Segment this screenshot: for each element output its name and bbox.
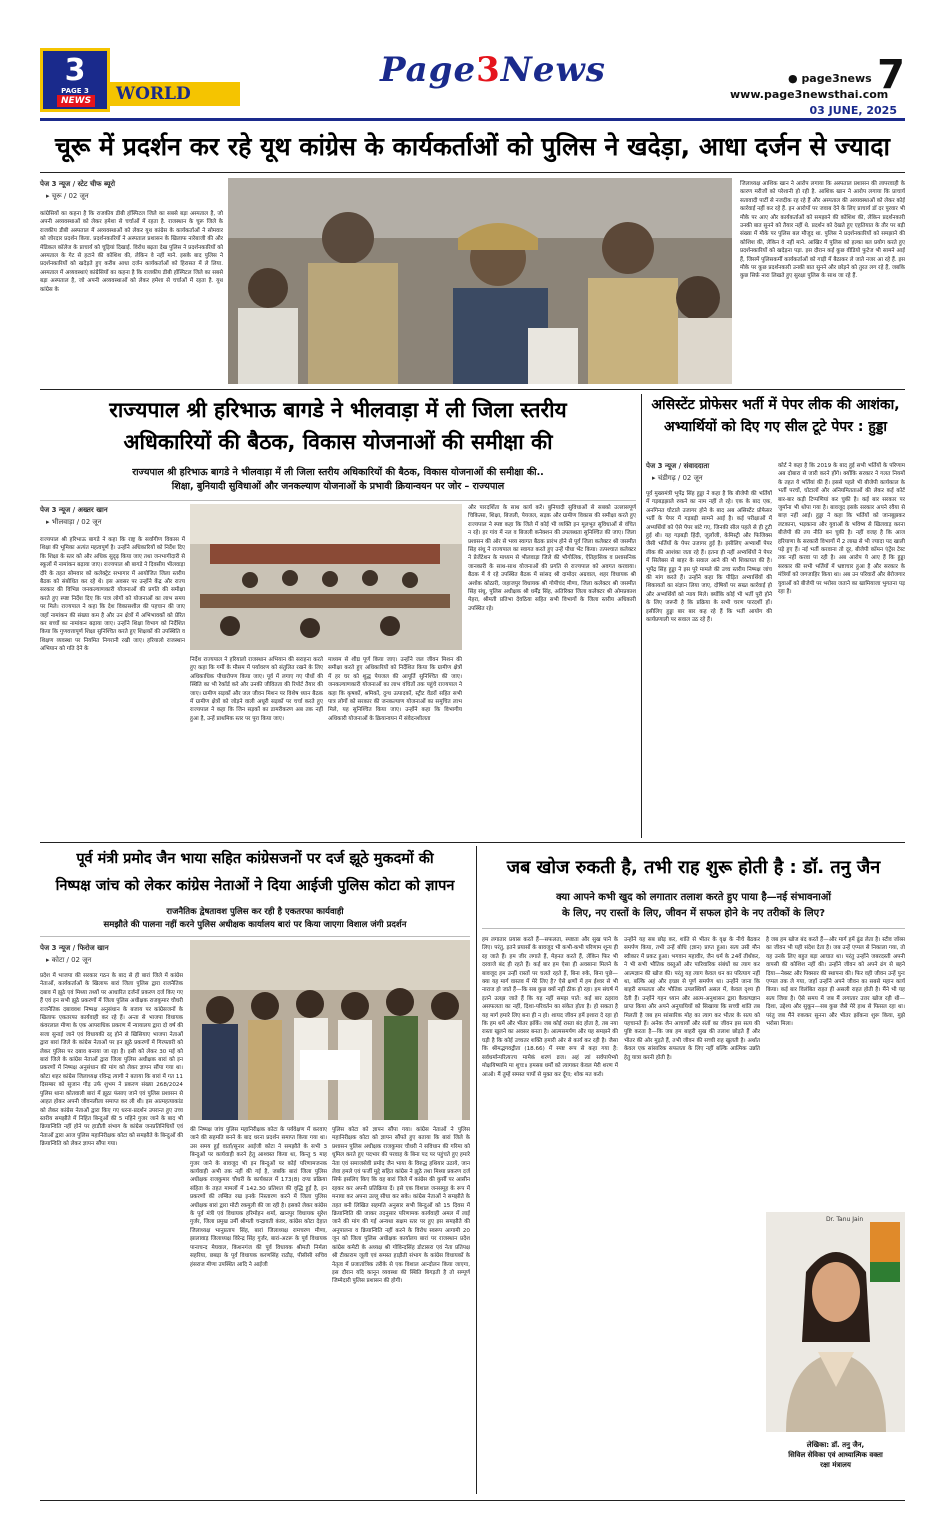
story2-deck: [40, 466, 636, 494]
story5-headline[interactable]: जब खोज रुकती है, तभी राह शुरू होती है : डॉ. तनु जैन: [506, 857, 881, 878]
story4-memorandum-photo[interactable]: [190, 940, 470, 1120]
masthead-divider: [40, 118, 905, 121]
section-label: [110, 82, 240, 106]
story4-byline-place: ▸ कोटा / 02 जून: [46, 956, 92, 964]
issue-date: 03 JUNE, 2025: [809, 104, 897, 117]
story2-deck-line2: शिक्षा, बुनियादी सुविधाओं और जनकल्याण योजनाओं के प्रभावी क्रियान्वयन पर जोर – राज्यपाल: [171, 481, 505, 492]
memorandum-photo-illustration: [190, 940, 470, 1120]
story2-headline[interactable]: [40, 394, 636, 458]
story5-body-col2: उन्होंने यह सब छोड़ कर, शांति से भीतर के वृक्ष के नीचे बैठकर समर्पण किया, तभी उन्हें बोधि (ज्ञान) प्राप्त हुआ। सत्य उसी मौन स्वीकार में प्रकट हुआ। भगवान महावीर, जैन धर्म के 24वें तीर्थंकर, ने भी सभी भौतिक वस्तुओं और पारिवारिक संबंधों का त्याग कर आत्मज्ञान की खोज की। परंतु यह त्याग केवल धन का परित्याग नहीं था, बल्कि अहं और इच्छा से पूर्ण समर्पण था। उन्होंने जाना कि बाहरी सफलता और भौतिक उपलब्धियाँ असल में, केवल दृश्य ही देती हैं। उन्होंने गहन ध्यान और आत्म-अनुशासन द्वारा कैवल्यज्ञान प्राप्त किया और अपने अनुयायियों को सिखाया कि सच्ची शांति तब मिलती है जब हम सांसारिक मोह का त्याग कर भीतर के सत्य को पहचानते हैं। अनेक जैन आचार्यों और संतों का जीवन इस सत्य की पुष्टि करता है—कि जब हम बाहरी सुख की तलाश छोड़ते हैं और भीतर की ओर मुड़ते हैं, तभी जीवन की सच्ची राह खुलती है। अर्थात केवल एक सांसारिक सफलता के लिए नहीं बल्कि आत्मिक उन्नति हेतु यात्रा करनी होती है।: [624, 937, 760, 1061]
story4-deck-rule: [40, 936, 470, 937]
story2-body-col4: और पारदर्शिता के साथ कार्य करें। बुनियादी सुविधाओं से सबको उल्लासपूर्ण चिकित्सा, शिक्षा, बिजली, पेयजल, सड़क और ग्रामीण विकास की समीक्षा करते हुए राज्यपाल ने स्पष्ट कहा कि जिले में कोई भी व्यक्ति इन मूलभूत सुविधाओं से वंचित न रहे। हर गांव में नल व बिजली कनेक्शन की उपलब्धता सुनिश्चित की जाए। जिला प्रशासन की ओर से भव्य स्वागत बैठक प्रारंभ होने से पूर्व जिला कलेक्टर श्री जसमीत सिंह संधू ने राज्यपाल का स्वागत करते हुए उन्हें पौधा भेंट किया। तत्पश्चात कलेक्टर ने प्रेजेंटेशन के माध्यम से भीलवाड़ा जिले की भौगोलिक, ऐतिहासिक व प्रशासनिक जानकारी के साथ-साथ योजनाओं की प्रगति से राज्यपाल को अवगत करवाया। बैठक में ये रहे उपस्थित बैठक में सांसद श्री दामोदर अग्रवाल, शहर विधायक श्री अशोक कोठारी, जहाजपुर विधायक श्री गोपीचंद मीणा, जिला कलेक्टर श्री जसमीत सिंह संधू, पुलिस अधीक्षक श्री धर्मेंद्र सिंह, अतिरिक्त जिला कलेक्टर श्री ओमप्रकाश मेहरा, श्रीमती प्रतिभा देवठिया सहित सभी विभागों के जिला स्तरीय अधिकारी उपस्थित रहे।: [468, 505, 636, 612]
story1-bottom-rule: [40, 389, 905, 390]
page-number: 7: [877, 52, 905, 98]
story4-deck: [40, 906, 470, 932]
story4-body-col2: की निष्पक्ष जांच पुलिस महानिरीक्षक कोटा के पर्यवेक्षण में करवाए जाने की सहमति बनने के बाद धरना प्रदर्शन समाप्त किया गया था। उस समय हुई वार्ता/सुनार आईजी कोटा ने समझौते के सभी 3 बिन्दुओं पर कार्यवाही करने हेतु आश्वस्त किया था, किन्तु 5 माह गुजर जाने के बावजूद भी इन बिन्दुओं पर कोई परिणामजनक कार्यवाही अभी तक नहीं की गई है, जबकि बारां जिला पुलिस अधीक्षक राजकुमार चौधरी के कार्यकाल में 173(8) दण्ड प्रक्रिया संहिता के तहत मामलों में 142.30 प्रतिशत की वृद्धि हुई है, इन प्रकरणों की लम्बित रख इनके निस्तारण करने में जिला पुलिस अधीक्षक बारां द्वारा मोटी रकमुली की जा रही है। इसको लेकर कांग्रेस के पूर्व मंत्री एवं विधायक हरिमोहन शर्मा, खानपुर विधायक सुरेश गुर्जर, जिला प्रमुख उर्मी श्रीमती चन्द्रावती कंवर, कांग्रेस कोटा देहात जिलाध्यक्ष भानुप्रताप सिंह, बारां जिलाध्यक्ष रामचरण मीणा, झालावाड़ जिलाध्यक्ष विरेन्द्र सिंह गुर्जर, बारां-अटरू के पूर्व विधायक पानाचन्द मेघवाल, किशनगंज की पूर्व विधायक श्रीमती निर्मला सहरिया, छबड़ा के पूर्व विधायक करणसिंह राठौड़, पीसीसी सचिव हंसराज मीणा उपस्थित आदि ने आईजी: [190, 1127, 327, 1268]
story4-deck-line2: समझौते की पालना नहीं करने पुलिस अधीक्षक कार्यालय बारां पर किया जाएगा विशाल जंगी प्रदर्शन: [103, 920, 407, 930]
story1-body-right: जिलाध्यक्ष आशिक खान ने आरोप लगाया कि अस्पताल प्रशासन की लापरवाही के कारण मरीजों को परेशानी हो रही है. आशिक खान ने आरोप लगाया कि प्राचार्य सतावादी पार्टी से नजदीक रह रहे हैं और अस्पताल की अव्यवस्थाओं को लेकर कोई कार्रवाई नहीं कर रहे हैं. इन आरोपों पर जवाब देने के लिए प्राचार्य डॉ दर पुरवार भी मौके पर आए और कार्यकर्ताओं को समझाने की कोशिश की, लेकिन प्रदर्शनकारी उनकी बात सुनने को तैयार नहीं थे. प्रदर्शन को देखते हुए एहतियात के तौर पर बड़ी संख्या में मौके पर पुलिस बल मौजूद था. पुलिस ने प्रदर्शनकारियों को समझाने की कोशिश की, लेकिन वे नहीं माने. आखिर में पुलिस को हल्का बल प्रयोग करते हुए प्रदर्शनकारियों को खदेड़ना पड़ा. इस दौरान कई कुछ वीडियो फुटेज भी सामने आई हैं, जिसमें पुलिसकर्मी कार्यकर्ताओं को गाड़ी में बैठाकर ले जाते नजर आ रहे हैं. इस मौके पर कुछ प्रदर्शनकारी उनकी बात सुनने और छोड़ने को तुरत लग रहे हैं, जबकि कुछ सिर्फ़ नारा लिखते हुए सुरक्षा पुलिस के साथ जा रहे हैं.: [740, 181, 905, 280]
story1-headline[interactable]: चूरू में प्रदर्शन कर रहे यूथ कांग्रेस के कार्यकर्ताओं को पुलिस ने खदेड़ा, आधा दर्जन से ज्यादा: [55, 132, 890, 161]
story2-deck-line1: राज्यपाल श्री हरिभाऊ बागडे ने भीलवाड़ा में ली जिला स्तरीय अधिकारियों की बैठक, विकास योजनाओं की समीक्षा की..: [132, 467, 544, 478]
newspaper-logo[interactable]: [40, 48, 110, 112]
story2-headline-line2: अधिकारियों की बैठक, विकास योजनाओं की समीक्षा की: [123, 430, 553, 454]
masthead: [40, 48, 905, 118]
story2-body-col2: निर्देश राज्यपाल ने हरियालो राजस्थान अभियान की सराहना करते हुए कहा कि गर्मी के मौसम में पर्यावरण को संतुलित रखने के लिए अधिकाधिक पौधारोपण किया जाए। पूर्व में लगाए गए पौधों की स्थिति का भी रेकॉर्ड करे और उनकी जीवितता की रिपोर्ट तैयार की जाए। ग्रामीण सड़कों और जल जीवन मिशन पर विशेष ध्यान बैठक में ग्रामीण क्षेत्रों को जोड़ने वाली अधूरी सड़कों पर चर्चा करते हुए राज्यपाल ने कहा कि जिन सड़कों का डामरीकरण अब तक नहीं हुआ है, उन्हें प्राथमिक स्तर पर पूरा किया जाए।: [190, 657, 323, 722]
page-bottom-rule: [40, 1500, 905, 1501]
story3-headline-line1: असिस्टेंट प्रोफेसर भर्ती में पेपर लीक की आशंका,: [651, 397, 900, 413]
story4-headline[interactable]: [40, 846, 470, 900]
story2-byline-agency: पेज 3 न्यूज / अख्तर खान: [40, 506, 108, 514]
story5-deck: [482, 890, 905, 922]
logo-number: 3: [64, 53, 86, 88]
section-name: WORLD: [116, 84, 191, 104]
story1-byline-agency: पेज 3 न्यूज / स्टेट चीफ ब्यूरो: [40, 180, 116, 188]
social-handle-text: page3news: [801, 72, 872, 85]
social-handle: ● page3news: [788, 72, 872, 85]
story3-byline-agency: पेज 3 न्यूज / संवाददाता: [646, 462, 710, 470]
story4-headline-line1: पूर्व मंत्री प्रमोद जैन भाया सहित कांग्रेसजनों पर दर्ज झूठे मुकदमों की: [76, 851, 434, 867]
story4-body-col3: पुलिस कोटा को ज्ञापन सौंपा गया। कांग्रेस नेताओं ने पुलिस महानिरीक्षक कोटा को ज्ञापन सौंपते हुए बताया कि बारां जिले के प्रशासन पुलिस अधीक्षक राजकुमार चौधरी ने सविधान की गरिमा को धूमिल करते हुए पदभार की परवाह के बिना पद पर पहुंचते हुए हमारे नेता एवं समाजसेवी प्रमोद जैन भाया के विरुद्ध हथियार उठाये, जान लेवा हमले एवं फर्जी मुद्दे सहित कांग्रेस ने झूठे तथा मिथ्या प्रकरण दर्ज सिर्फ इसलिए किए कि वह बारां जिले में कांग्रेस की कुर्सी पर आसीन रहकर कर अपनी प्रतिक्रिया दें। इसे एक विशाल जनसमूह के रूप में मनाया कर अपना उल्लू सीधा कर सके। कांग्रेस नेताओं ने समझौते के तहत बनी लिखित सहमति अनुसार सभी बिन्दुओं को 15 दिवस में क्रियान्विति की जाकर तदनुसार परिणामक कार्यवाही अमल में लाई जाने की मांग की गई अन्यथा सक्षम स्तर पर हुए इस समझौते की अनुपालना व क्रियान्विति नहीं करने के विरोध स्वरूप आगामी 20 जून को जिला पुलिस अधीक्षक कार्यालय बारां पर राजस्थान प्रदेश कांग्रेस कमेटी के अध्यक्ष श्री गोविन्दसिंह डोटासरा एवं नेता प्रतिपक्ष श्री टीकाराम जूली एवं समस्त हाड़ौती संभाग के कांग्रेस विधायकों के नेतृत्व में प्रजातांत्रिक तरीके से एक विशाल आन्दोलन किया जाएगा, इस दौरान यदि कानून व्यवस्था की स्थिति बिगड़ती है तो सम्पूर्ण जिम्मेदारी पुलिस प्रशासन की होगी।: [332, 1127, 470, 1285]
story3-body-col2: कोर्ट ने कहा है कि 2019 के बाद हुई सभी भर्तियों के परिणाम अब दोबारा से जारी करने होंगे। क्योंकि सरकार ने गलत नियमों के तहत ये भर्तियां की हैं। इससे पहले भी बीजेपी कार्यकाल के भर्ती परचों, घोटालों और अनियमितताओं की लेकर कई कोर्ट बार-बार कड़ी टिप्पणियां कर चुकी है। कई बार सरकार पर जुर्माना भी थोपा गया है। बावजूद इसके सरकार अपने रवैया से बाज़ नहीं आई। हुड्डा ने कहा कि भर्तियों को जानबूझकर लटकाना, भड़काना और युवाओं के भविष्य से खिलवाड़ करना बीजेपी की तय नीति बन चुकी है। नहीं वजह है कि आज हरियाणा के सरकारी विभागों में 2 लाख से भी ज्यादा पद खाली पड़े हुए हैं। नई भर्ती करवाना तो दूर, बीजेपी कॉमन एंट्रेंस टेस्ट तक नहीं करवा पा रही है। अब आरोप ये आए हैं कि हुड्डा सरकार की सभी भर्तियों में भ्रष्टाचार हुआ है और सरकार के मंत्रियों को जगजाहिर किया था। अब उन परिवारों और बेरोजगार युवाओं को बीजेपी पर भरोसा जताने का खामियाजा भुगतना पड़ रहा है।: [778, 463, 905, 596]
meeting-photo-illustration: [190, 504, 462, 650]
story1-photo[interactable]: [228, 178, 732, 384]
story5-author-photo[interactable]: [766, 1212, 905, 1432]
story3-headline-line2: अभ्यार्थियों को दिए गए सील टूटे पेपर : हुड्डा: [664, 419, 887, 435]
logo-news-tag: NEWS: [57, 95, 95, 107]
brand-left: Page: [380, 50, 477, 90]
story5-body-col1: हम लगातार प्रयास करते हैं—सफलता, स्पष्टता और सुख पाने के लिए। परंतु, इतने प्रयासों के बावजूद भी कभी-कभी परिणाम शून्य ही रह जाते हैं। हम जीर लगाते हैं, मेहनत करते हैं, लेकिन फिर भी दरवाजे बंद ही रहते हैं। कई बार हम ऐसा ही अवसाना मिलने के बावजूद हम उन्हीं रास्तों पर चलते रहते हैं, बिना रुके, बिना पूछे—क्या यह मार्ग वास्तव में मेरे लिए है? ऐसे क्षणों में हम ईश्वर से भी नाराज हो जाते हैं—कि सब कुछ क्यों नहीं ठीक हो रहा। हम संघर्ष में इतने उलझ जाते हैं कि यह नहीं समझ पाते: कई बार ठहराव असफलता का नहीं, दिशा-परिवर्तन का संकेत होता है। हो सकता है यह मार्ग हमारे लिए बना ही न हो। शायद जीवन हमें इशारा दे रहा हो कि हम थमें और भीतर झाँकें। जब कोई रास्ता बंद होता है, तब नया रास्ता खुलने का अवसर बनता है। आत्मसमर्पण और यह समझने की घड़ी है कि कोई उच्चतर शक्ति हमारी ओर से कार्य कर रही है। जैसा कि श्रीमद्भगवद्गीता (18.66) में स्पष्ट रूप से कहा गया है: सर्वधर्मान्परित्यज्य मामेकं शरणं व्रज। अहं त्वां सर्वपापेभ्यो मोक्षयिष्यामि मा शुचः॥ हमसब धर्मों को त्यागकर केवल मेरी शरण में आओ। मैं तुम्हें समस्त पापों से मुक्त कर दूँगा; शोक मत करो।: [482, 937, 618, 1078]
story2-meeting-photo[interactable]: [190, 504, 462, 650]
story5-deck-line2: के लिए, नए रास्तों के लिए, जीवन में सफल होने के नए तरीकों के लिए?: [561, 908, 826, 919]
story3-body-col1: पूर्व मुख्यमंत्री भूपेंद्र सिंह हुड्डा ने कहा है कि बीजेपी की भर्तियों में गड़बड़झाले रुकने का नाम नहीं ले रहे। एक के बाद एक, अनगिनत घोटाले उजागर होने के बाद अब असिस्टेंट प्रोफेसर भर्ती के पेपर में गड़बड़ी सामने आई है। कई परीक्षाओं में अभ्यर्थियों को ऐसे पेपर बांटे गए, जिनकी सील पहले से ही टूटी हुई थी। यह गड़बड़ी हिंदी, जूलॉजी, केमिस्ट्री और फिजिक्स जैसी भर्तियों के पेपर उजागर हुई है। इसीलिए अभ्यार्थी पेपर लीक की आशंका जता रहे हैं। इतना ही नहीं अभ्यर्थियों ने पेपर में सिलेबस से बाहर के सवाल आने की भी शिकायत की है। भूपेंद्र सिंह हुड्डा ने इस पूरे मामले की उच्च स्तरीय निष्पक्ष जांच की मांग करते हैं। उन्होंने कहा कि पीड़ित अभ्यार्थियों की शिकायतों का संज्ञान लिया जाए, दोषियों पर सख्त कार्रवाई हो और अभ्यर्थियों को न्याय मिले। क्योंकि कोई भी भर्ती पूरी होने के लिए जरूरी है कि प्रक्रिया के सभी चरण पारदर्शी हों। इसीलिए हुड्डा बार बार कह रहे हैं कि भर्ती आयोग की कार्यप्रणाली पर सवाल उठ रहे हैं।: [646, 491, 772, 624]
website-url[interactable]: www.page3newsthai.com: [730, 88, 889, 101]
story4-byline-agency: पेज 3 न्यूज / फिरोज खान: [40, 944, 109, 952]
author-photo-label: Dr. Tanu Jain: [826, 1216, 864, 1223]
story2-body-col1: राज्यपाल श्री हरिभाऊ बागडे ने कहा कि राष्ट्र के सर्वांगीण विकास में शिक्षा की भूमिका अत्यंत महत्वपूर्ण है। उन्होंने अधिकारियों को निर्देश दिए कि शिक्षा के स्तर को और अधिक सुदृढ़ किया जाए तथा जनभागीदारी से स्कूलों में नामांकन बढ़ाया जाए। राज्यपाल श्री बागडे ने दिवसीय भीलवाड़ा दौरे के तहत सोमवार को कलेक्ट्रेट सभागार में आयोजित जिला स्तरीय बैठक को संबोधित कर रहे थे। इस अवसर पर उन्होंने केंद्र और राज्य सरकार की विभिन्न जनकल्याणकारी योजनाओं की प्रगति की समीक्षा करते हुए स्पष्ट निर्देश दिए कि पात्र लोगों को योजनाओं का लाभ समय पर मिले। राज्यपाल ने कहा कि देश विकासशील की पहचान की जाए जहाँ नामांकन की संख्या कम है और उन क्षेत्रों में अभिभावकों को प्रेरित कर बच्चों का नामांकन बढ़ाया जाए। उन्होंने शिक्षा विभाग को निर्देशित किया कि गुणवत्तापूर्ण शिक्षा सुनिश्चित करते हुए शिक्षकों की उपस्थिति व शिक्षण व्यवस्था पर नियमित निगरानी रखी जाए। हरियालो राजस्थान अभियान को गति देने के: [40, 537, 185, 653]
mid-page-rule: [40, 842, 905, 843]
story5-deck-line1: क्या आपने कभी खुद को लगातार तलाश करते हुए पाया है—नई संभावनाओं: [556, 892, 831, 903]
brand-three: 3: [476, 50, 501, 90]
author-name: लेखिका: डॉ. तनु जैन,: [806, 1441, 865, 1449]
story4-headline-line2: निष्पक्ष जांच को लेकर कांग्रेस नेताओं ने दिया आईजी पुलिस कोटा को ज्ञापन: [55, 878, 455, 894]
story4-deck-line1: राजनैतिक द्वेषतावश पुलिस कर रही है एकतरफा कार्यवाही: [166, 907, 344, 917]
brand-title: [380, 50, 606, 90]
story4-body-col1: प्रदेश में भाजपा की सरकार गठन के बाद से ही बारां जिले में कांग्रेस नेताओं, कार्यकर्ताओं के खिलाफ बारां जिला पुलिस द्वारा राजनैतिक दबाव में झूठे एवं मिथ्या तथ्यों पर आधारित दर्जनों प्रकरण दर्ज किए गए हैं एवं इन सभी झूठे प्रकरणों में जिला पुलिस अधीक्षक राजकुमार चौधरी राजनैतिक दबाववश निष्पक्ष अनुसंधान के बजाय पर कांग्रेसजनों के खिलाफ एकतरफा कार्यवाही कर रहे हैं। अन्ता से भाजपा विधायक कंवरलाल मीणा के एक आपराधिक प्रकरण में न्यायालय द्वारा दो वर्ष की सजा सुनाई जाने एवं विधायकी रद्द होने से खिसियाए भाजपा नेताओं द्वारा बारां जिले के कांग्रेस नेताओं पर इन झूठे प्रकरणों में गिरफ्तारी को लेकर पुलिस पर दबाव बनाया जा रहा है। इसी को लेकर 30 मई को बारां जिले के कांग्रेस नेताओं द्वारा जिला पुलिस अधीक्षक बारां को इन प्रकरणों में निष्पक्ष अनुसंधान की मांग को लेकर ज्ञापन सौंपा गया था। कोटा शहर कांग्रेस जिलाध्यक्ष रविन्द्र त्यागी ने बताया कि बारां में गत 11 दिसम्बर को सुजान गौड़ उर्फ शुभम ने प्रकरण संख्या 268/2024 पुलिस थाना कोतवाली बारां में झूठा फंसाए जाने एवं पुलिस प्रशासन से आहत होकर अपनी जीवनलीला समाप्त कर ली थी। इस आत्महत्याकांड को लेकर कांग्रेस नेताओं द्वारा किए गए धरना-प्रदर्शन उपरान्त हुए उच्च स्तरीय समझौते में निहित बिन्दुओं की 5 महिने गुजर जाने के बाद भी क्रियान्विति नहीं होने पर हाडौती संभाग के कांग्रेस जनप्रतिनिधियों एवं नेताओं द्वारा आज पुलिस महानिरीक्षक कोटा को समझौते के बिन्दुओं की क्रियान्विति को लेकर ज्ञापन सौंपा गया।: [40, 973, 183, 1148]
story2-byline-place: ▸ भीलवाड़ा / 02 जून: [46, 518, 102, 526]
protest-photo-illustration: [228, 178, 732, 384]
story4-story5-divider: [476, 846, 477, 1494]
author-portrait-illustration: [766, 1212, 905, 1432]
story2-body-col3: माध्यम से शीघ्र पूर्ण किया जाए। उन्होंने जल जीवन मिशन की समीक्षा करते हुए अधिकारियों को निर्देशित किया कि ग्रामीण क्षेत्रों में हर घर को शुद्ध पेयजल की आपूर्ति सुनिश्चित की जाए। जनकल्याणकारी योजनाओं का लाभ वंचितों तक पहुंचे राज्यपाल ने कहा कि कृषकों, श्रमिकों, दुग्ध उत्पादकों, स्ट्रीट वेंडरों सहित सभी पात्र लोगों को सरकार की जनकल्याण योजनाओं का समुचित लाभ मिले, यह सुनिश्चित किया जाए। उन्होंने कहा कि विभागीय अधिकारी योजनाओं के क्रियान्वयन में संवेदनशीलता: [328, 657, 462, 722]
story5-body-col3: है जब हम खोज बंद करते हैं—और मार्ग हमें ढूंढ लेता है। स्टीव जॉब्स का जीवन भी यही संदेश देता है। जब उन्हें एप्पल से निकाला गया, तो यह उनके लिए बहुत बड़ा आघात था। परंतु उन्होंने जबरदस्ती अपनी वापसी की कोशिश नहीं की। उन्होंने जीवन को अपने ढंग से बहने दिया—नेक्स्ट और पिक्सार की स्थापना की। फिर वही जीवन उन्हें पुनः एप्पल तक ले गया, जहाँ उन्होंने अपने जीवन का सबसे महान कार्य किया। कई बार विलंबित राहत ही असली राहत होती है। मैंने भी यह सत्य जिया है। ऐसे समय में जब मैं लगातार उत्तर खोज रही थी—दिशा, उद्देश्य और सुकून—सब कुछ जैसे मेरे हाथ से फिसल रहा था। परंतु जब मैंने रुककर सुनना और भीतर झाँकना शुरू किया, मुझे भरोसा मिला।: [766, 937, 905, 1028]
story5-deck-rule: [482, 928, 905, 929]
author-ministry: रक्षा मंत्रालय: [820, 1461, 851, 1469]
story2-deck-rule: [40, 500, 636, 501]
author-role: सिविल सेविका एवं आध्यात्मिक वक्ता: [788, 1451, 883, 1459]
story1-rule: [40, 172, 905, 173]
story3-byline-place: ▸ चंडीगढ़ / 02 जून: [652, 474, 703, 482]
story2-headline-line1: राज्यपाल श्री हरिभाऊ बागडे ने भीलवाड़ा में ली जिला स्तरीय: [109, 398, 567, 422]
story2-story3-divider: [641, 394, 642, 838]
story3-headline[interactable]: [646, 394, 905, 438]
story1-byline-place: ▸ चूरू / 02 जून: [46, 192, 89, 200]
story1-body-left: कांग्रेसियों का कहना है कि राजकीय डीबी हॉस्पिटल जिले का सबसे बड़ा अस्पताल है, जो अपनी अव्यवस्थाओं को लेकर हमेशा से चर्चाओं में रहता है. राजस्थान के चूरू जिले के राजकीय डीबी अस्पताल में अव्यवस्थाओं को लेकर यूथ कांग्रेस के कार्यकर्ताओं ने सोमवार को जोरदार प्रदर्शन किया. प्रदर्शनकारियों ने अस्पताल प्रशासन के खिलाफ नारेबाजी की और मेडिकल कॉलेज के प्राचार्य को चूड़ियां दिखाई. विरोध बढ़ता देख पुलिस ने प्रदर्शनकारियों को अस्पताल के गेट से हटाने की कोशिश की, लेकिन वे नहीं माने. इसके बाद पुलिस ने प्रदर्शनकारियों को खदेड़ते हुए करीब आधा दर्जन कार्यकर्ताओं को हिरासत में ले लिया. अस्पताल में अव्यवस्थाएं कांग्रेसियों का कहना है कि राजकीय डीबी हॉस्पिटल जिले का सबसे बड़ा अस्पताल है, जो अपनी अव्यवस्थाओं को लेकर हमेशा से चर्चाओं में रहता है. यूथ कांग्रेस के: [40, 211, 223, 293]
brand-right: News: [500, 50, 606, 90]
story5-author-caption: [766, 1440, 905, 1470]
logo-page-label: PAGE 3: [61, 87, 89, 95]
